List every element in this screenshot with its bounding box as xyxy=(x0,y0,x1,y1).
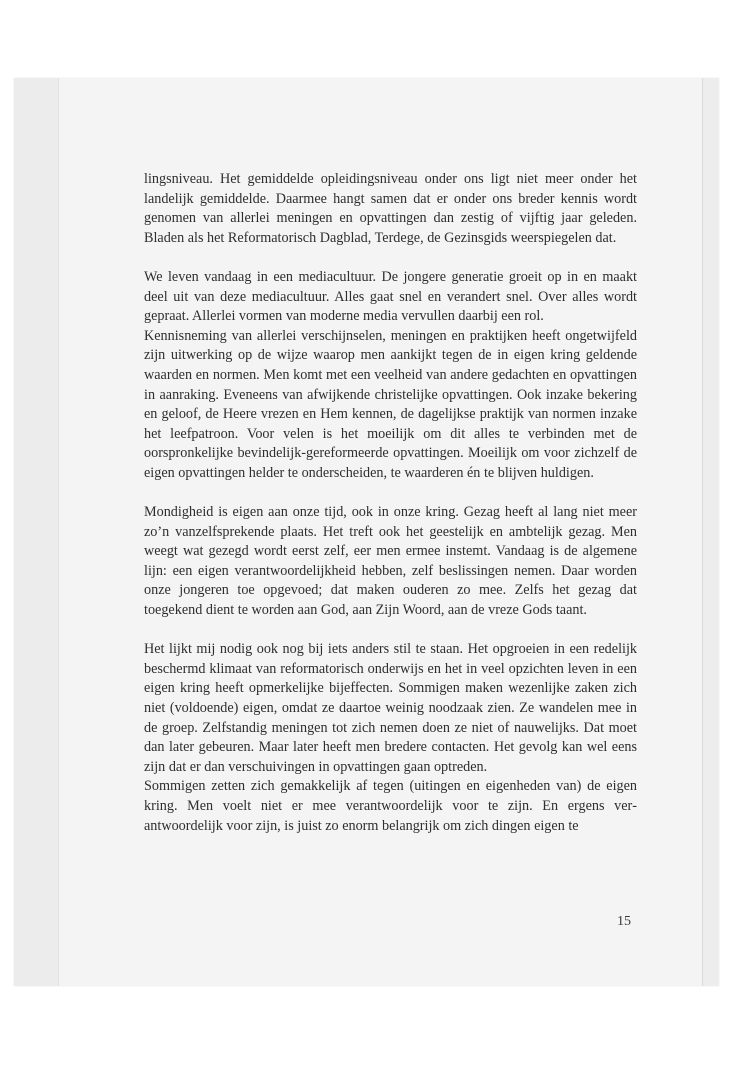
page-number: 15 xyxy=(617,914,631,929)
page-binding-gutter xyxy=(14,78,59,986)
page-edge-stack xyxy=(702,78,719,986)
book-page xyxy=(14,78,719,986)
body-text xyxy=(144,170,637,836)
paragraph-6: Sommigen zetten zich gemakkelijk af tegen (uitingen en eigenheden van) de eigen kring. Men voelt niet er mee verantwoordelijk voor te zijn. En ergens verantwoordelijk voor zijn, is juist zo enorm belangrijk om zich dingen eigen te xyxy=(144,778,637,834)
paragraph-1: lingsniveau. Het gemiddelde opleidingsniveau onder ons ligt niet meer onder het landelijk gemiddelde. Daarmee hangt samen dat er onder ons breder kennis wordt genomen van allerlei meningen en opvattingen dan zestig of vijftig jaar geleden. Bladen als het Reformatorisch Dagblad, Terdege, de Gezinsgids weerspiegelen dat. xyxy=(144,171,637,246)
paragraph-5: Het lijkt mij nodig ook nog bij iets anders stil te staan. Het opgroeien in een redelijk beschermd klimaat van reformatorisch onderwijs en het in veel opzichten leven in een eigen kring heeft opmerkelijke bijeffecten. Sommigen maken wezenlijke zaken zich niet (voldoende) eigen, omdat ze daartoe weinig noodzaak zien. Ze wandelen mee in de groep. Zelfstandig meningen tot zich nemen doen ze niet of nauwelijks. Dat moet dan later gebeuren. Maar later heeft men bredere contacten. Het gevolg kan wel eens zijn dat er dan verschuivingen in opvattingen gaan optreden. xyxy=(144,641,637,775)
paragraph-2: We leven vandaag in een mediacultuur. De jongere generatie groeit op in en maakt deel uit van deze mediacultuur. Alles gaat snel en verandert snel. Over alles wordt gepraat. Allerlei vormen van moderne media vervullen daarbij een rol. xyxy=(144,268,637,325)
paragraph-4: Mondigheid is eigen aan onze tijd, ook in onze kring. Gezag heeft al lang niet meer zo’n vanzelfsprekende plaats. Het treft ook het geestelijk en ambtelijk gezag. Men weegt wat gezegd wordt eerst zelf, eer men ermee instemt. Vandaag is de algemene lijn: een eigen verantwoordelijkheid hebben, zelf beslissingen nemen. Daar worden onze jongeren toe opgevoed; dat maken ouderen zo mee. Zelfs het gezag dat toegekend dient te worden aan God, aan Zijn Woord, aan de vreze Gods taant. xyxy=(144,504,637,619)
paragraph-3: Kennisneming van allerlei verschijnselen, meningen en praktijken heeft ongetwijfeld zijn uitwerking op de wijze waarop men aankijkt tegen de in eigen kring geldende waarden en normen. Men komt met een veelheid van andere gedachten en opvattingen in aanraking. Eveneens van afwijkende christelijke opvattingen. Ook inzake bekering en geloof, de Heere vrezen en Hem kennen, de dagelijkse praktijk van normen inzake het leefpatroon. Voor velen is het moeilijk om dit alles te verbinden met de oorspronkelijke bevindelijk-gereformeerde opvattingen. Moeilijk om voor zichzelf de eigen opvattingen helder te onderscheiden, te waarderen én te blijven huldigen. xyxy=(144,327,637,481)
